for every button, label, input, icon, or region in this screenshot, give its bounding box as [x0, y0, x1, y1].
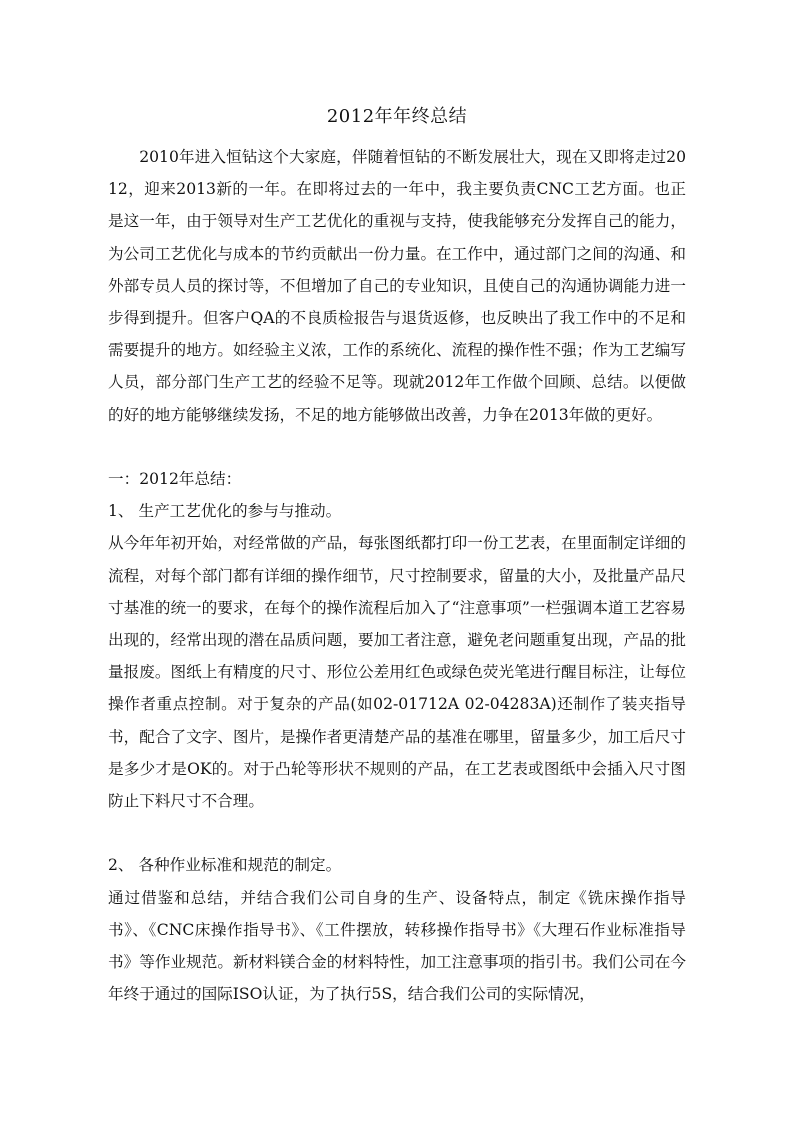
- item-heading: 2、 各种作业标准和规范的制定。: [108, 856, 342, 875]
- document-body: [108, 141, 686, 1010]
- paragraph-spacer: [108, 817, 686, 849]
- item-heading: 1、 生产工艺优化的参与与推动。: [108, 502, 342, 521]
- section-heading: 一：2012年总结：: [108, 470, 242, 489]
- item-paragraph: 从今年年初开始，对经常做的产品，每张图纸都打印一份工艺表，在里面制定详细的流程，对每个部门都有详细的操作细节，尺寸控制要求，留量的大小，及批量产品尺寸基准的统一的要求，在每个的操作流程后加入了“注意事项”一栏强调本道工艺容易出现的，经常出现的潜在品质问题，要加工者注意，避免老问题重复出现，产品的批量报废。图纸上有精度的尺寸、形位公差用红色或绿色荧光笔进行醒目标注，让每位操作者重点控制。对于复杂的产品(如02-01712A 02-04283A)还制作了装夹指导书，配合了文字、图片，是操作者更清楚产品的基准在哪里，留量多少，加工后尺寸是多少才是OK的。对于凸轮等形状不规则的产品，在工艺表或图纸中会插入尺寸图防止下料尺寸不合理。: [108, 534, 686, 811]
- item-paragraph: 通过借鉴和总结，并结合我们公司自身的生产、设备特点，制定《铣床操作指导书》、《CNC床操作指导书》、《工件摆放，转移操作指导书》《大理石作业标准指导书》等作业规范。新材料镁合金的材料特性，加工注意事项的指引书。我们公司在今年终于通过的国际ISO认证，为了执行5S，结合我们公司的实际情况，: [108, 888, 686, 1004]
- paragraph-spacer: [108, 431, 686, 463]
- document-title: 2012年年终总结: [326, 106, 468, 127]
- intro-paragraph: 2010年进入恒钻这个大家庭，伴随着恒钻的不断发展壮大，现在又即将走过2012，迎来2013新的一年。在即将过去的一年中，我主要负责CNC工艺方面。也正是这一年，由于领导对生产工艺优化的重视与支持，使我能够充分发挥自己的能力，为公司工艺优化与成本的节约贡献出一份力量。在工作中，通过部门之间的沟通、和外部专员人员的探讨等，不但增加了自己的专业知识，且使自己的沟通协调能力进一步得到提升。但客户QA的不良质检报告与退货返修，也反映出了我工作中的不足和需要提升的地方。如经验主义浓，工作的系统化、流程的操作性不强；作为工艺编写人员，部分部门生产工艺的经验不足等。现就2012年工作做个回顾、总结。以便做的好的地方能够继续发扬，不足的地方能够做出改善，力争在2013年做的更好。: [108, 148, 686, 424]
